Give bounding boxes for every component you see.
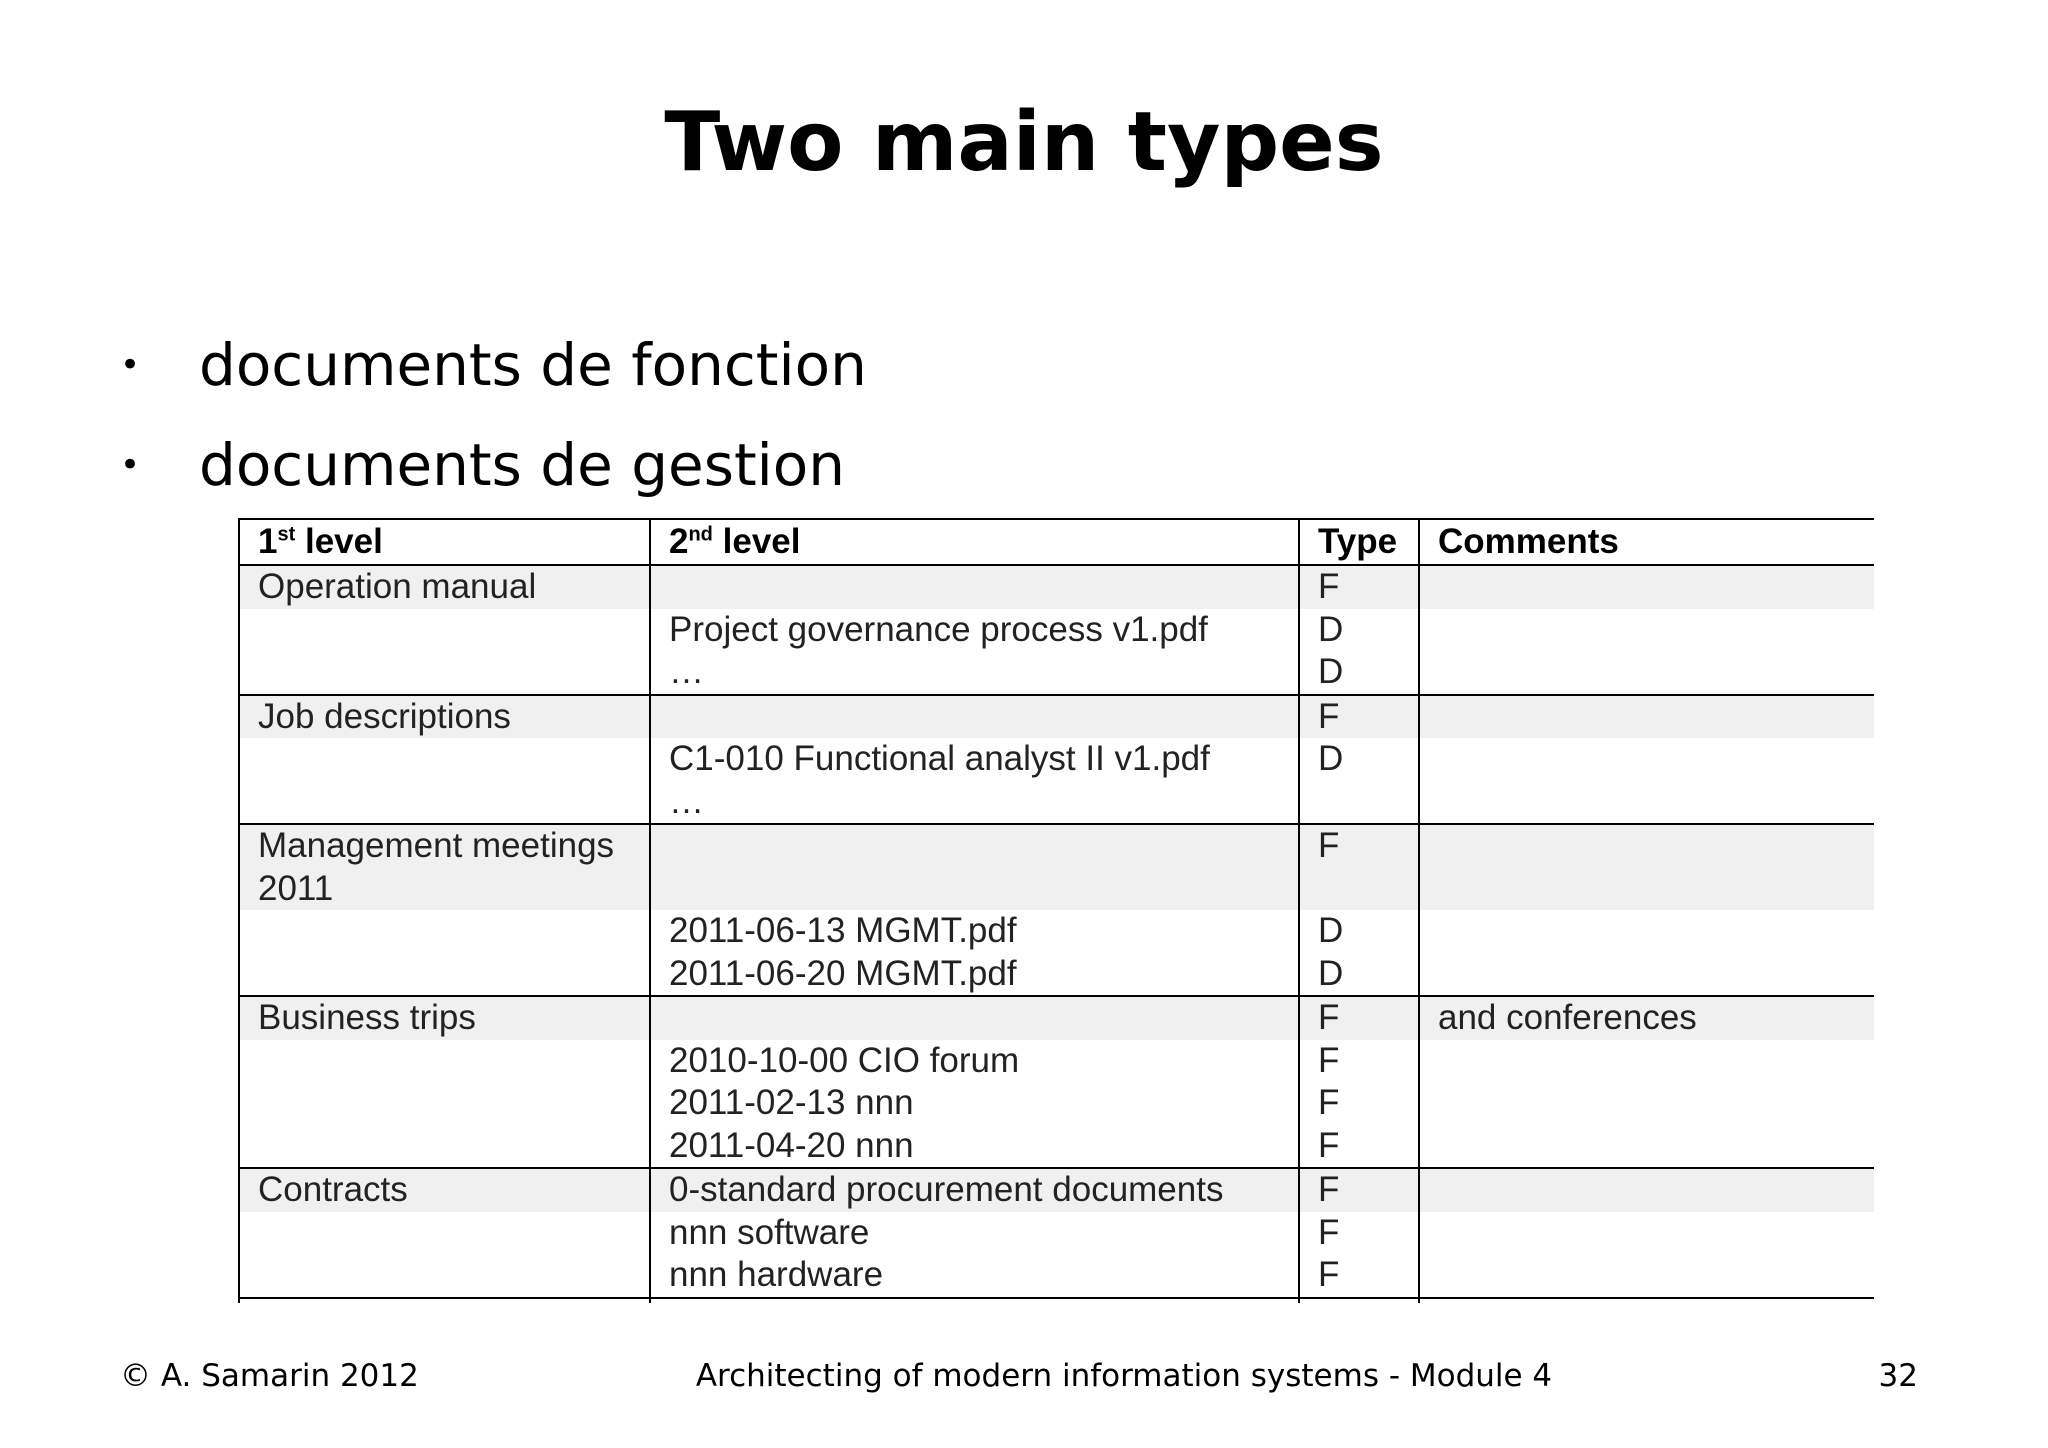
cell-comments-line [1420, 953, 1874, 996]
cell-second-level [650, 565, 1299, 695]
bullet-item [120, 415, 867, 515]
cell-comments [1419, 996, 1874, 1168]
cell-second-level-line: 2011-02-13 nnn [669, 1083, 914, 1122]
cell-comments-line [1420, 825, 1874, 910]
cell-comments-line [1420, 1169, 1874, 1212]
cell-first-level-line [240, 1125, 649, 1168]
cell-second-level [650, 824, 1299, 996]
cell-first-level [239, 565, 650, 695]
cell-first-level [239, 695, 650, 825]
cell-comments-line [1420, 1125, 1874, 1168]
bullet-list [120, 315, 867, 515]
cell-comments-line [1420, 696, 1874, 739]
header-type: Type [1299, 519, 1419, 565]
cell-comments-line [1420, 1212, 1874, 1255]
cell-first-level-line [240, 781, 649, 824]
cell-first-level [239, 824, 650, 996]
table-row [239, 996, 1874, 1168]
cell-first-level-line [240, 910, 649, 953]
table-row [239, 824, 1874, 996]
cell-type-line: F [1318, 1083, 1340, 1122]
structure-table [238, 518, 1874, 1303]
table-row-truncated [239, 1298, 1874, 1304]
cell-type-line: D [1318, 652, 1344, 691]
cell-first-level-line: Management meetings 2011 [240, 825, 649, 910]
cell-comments-line [1420, 609, 1874, 652]
cell-type-line: F [1318, 1040, 1340, 1080]
cell-second-level-line: 0-standard procurement documents [651, 1169, 1298, 1212]
cell-comments-line [1420, 566, 1874, 609]
footer-course-title: Architecting of modern information systems - Module 4 [695, 1358, 1553, 1394]
cell-type-line: D [1318, 911, 1344, 950]
cell-comments [1419, 824, 1874, 996]
cell-type-line: F [1318, 1125, 1340, 1165]
cell-comments-line [1420, 910, 1874, 953]
cell-type-line: D [1318, 739, 1344, 778]
cell-first-level-line: Operation manual [240, 566, 649, 609]
cell-type-line: F [1300, 696, 1418, 739]
table-row [239, 695, 1874, 825]
cell-first-level-line [240, 738, 649, 781]
footer-page-number: 32 [1878, 1358, 1918, 1394]
cell-comments-line [1420, 738, 1874, 781]
cell-comments-line [1420, 1254, 1874, 1297]
cell-type-line: F [1300, 997, 1418, 1040]
bullet-item [120, 315, 867, 415]
cell-first-level-line [240, 1082, 649, 1125]
table-header-row [239, 519, 1874, 565]
cell-comments-line [1420, 651, 1874, 694]
cell-second-level-line: 2011-06-20 MGMT.pdf [669, 953, 1017, 993]
cell-comments [1419, 1168, 1874, 1298]
cell-second-level-line: Project governance process v1.pdf [669, 609, 1208, 649]
cell-comments [1419, 695, 1874, 825]
cell-type [1299, 996, 1419, 1168]
cell-second-level [650, 695, 1299, 825]
cell-first-level-line [240, 1040, 649, 1083]
cell-second-level-line: nnn software [669, 1212, 870, 1252]
cell-type [1299, 824, 1419, 996]
cell-second-level-line: C1-010 Functional analyst II v1.pdf [669, 739, 1210, 778]
cell-second-level-line [651, 825, 1298, 910]
cell-second-level-line: … [669, 781, 704, 821]
cell-type [1299, 695, 1419, 825]
cell-second-level [650, 1168, 1299, 1298]
cell-type [1299, 1168, 1419, 1298]
cell-type-line: F [1300, 1169, 1418, 1212]
table-row [239, 1168, 1874, 1298]
cell-comments [1419, 565, 1874, 695]
cell-first-level [239, 1168, 650, 1298]
bullet-text: documents de gestion [199, 431, 846, 499]
cell-second-level-line: 2011-06-13 MGMT.pdf [669, 911, 1017, 950]
cell-type [1299, 565, 1419, 695]
slide-title: Two main types [664, 95, 1384, 190]
cell-second-level-line [651, 696, 1298, 739]
document-structure-table [238, 518, 1874, 1303]
table-row [239, 565, 1874, 695]
cell-first-level-line: Business trips [240, 997, 649, 1040]
cell-second-level [650, 996, 1299, 1168]
cell-second-level-line: 2011-04-20 nnn [669, 1125, 914, 1165]
cell-comments-line [1420, 1082, 1874, 1125]
cell-first-level-line [240, 1212, 649, 1255]
header-comments: Comments [1419, 519, 1874, 565]
bullet-text: documents de fonction [199, 331, 867, 399]
cell-first-level-line [240, 953, 649, 996]
cell-type-line: F [1300, 566, 1418, 609]
cell-comments-line: and conferences [1420, 997, 1874, 1040]
cell-first-level-line: Job descriptions [240, 696, 649, 739]
header-second-level: 2nd level [650, 519, 1299, 565]
header-first-level: 1st level [239, 519, 650, 565]
bullet-dot-icon: • [120, 445, 141, 485]
cell-comments-line [1420, 1040, 1874, 1083]
cell-first-level-line [240, 1254, 649, 1297]
cell-first-level-line: Contracts [240, 1169, 649, 1212]
cell-type-line: F [1300, 825, 1418, 910]
cell-first-level-line [240, 651, 649, 694]
cell-second-level-line [651, 566, 1298, 609]
cell-second-level-line: 2010-10-00 CIO forum [669, 1040, 1020, 1080]
cell-comments-line [1420, 781, 1874, 824]
cell-second-level-line [651, 997, 1298, 1040]
cell-second-level-line: … [669, 652, 704, 691]
cell-first-level [239, 996, 650, 1168]
cell-type-line [1300, 781, 1418, 824]
bullet-dot-icon: • [120, 345, 141, 385]
cell-type-line: D [1318, 953, 1344, 993]
cell-type-line: D [1318, 609, 1344, 649]
cell-type-line: F [1318, 1212, 1340, 1252]
cell-type-line: F [1318, 1255, 1340, 1294]
footer-copyright: © A. Samarin 2012 [120, 1358, 419, 1394]
cell-second-level-line: nnn hardware [669, 1255, 884, 1294]
cell-first-level-line [240, 609, 649, 652]
